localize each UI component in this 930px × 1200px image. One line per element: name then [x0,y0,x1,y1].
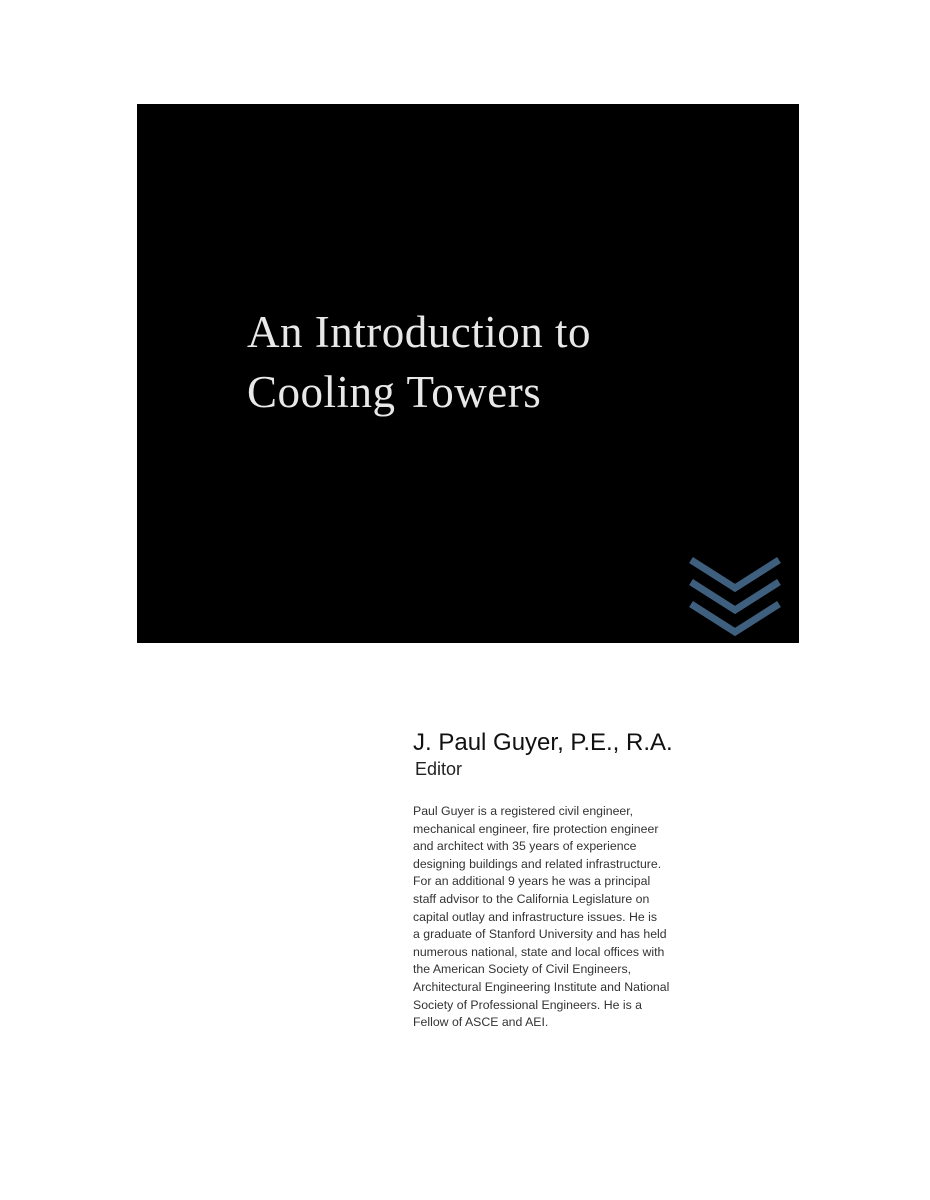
bio-line: Paul Guyer is a registered civil engineer, [413,804,634,818]
bio-line: staff advisor to the California Legislature on [413,891,650,906]
bio-line: numerous national, state and local offices with [413,944,665,959]
bio-line: Society of Professional Engineers. He is a [413,997,642,1012]
bio-line: and architect with 35 years of experience [413,839,637,854]
bio-line: Architectural Engineering Institute and National [413,979,670,994]
cover-panel [137,104,799,643]
bio-line: For an additional 9 years he was a principal [413,874,651,889]
author-block [413,728,783,1032]
bio-line: a graduate of Stanford University and has held [413,927,667,942]
bio-line: designing buildings and related infrastructure. [413,856,662,871]
book-title [247,302,591,422]
triple-chevron-down-icon [685,550,785,640]
author-name: J. Paul Guyer, P.E., R.A. [413,729,673,756]
bio-line: the American Society of Civil Engineers, [413,962,632,977]
author-role: Editor [415,759,463,779]
author-bio [413,803,783,1032]
bio-line: Fellow of ASCE and AEI. [413,1015,549,1030]
book-title-line-2: Cooling Towers [247,367,542,417]
bio-line: capital outlay and infrastructure issues. He is [413,909,658,924]
bio-line: mechanical engineer, fire protection engineer [413,821,659,836]
book-title-line-1: An Introduction to [247,307,591,357]
